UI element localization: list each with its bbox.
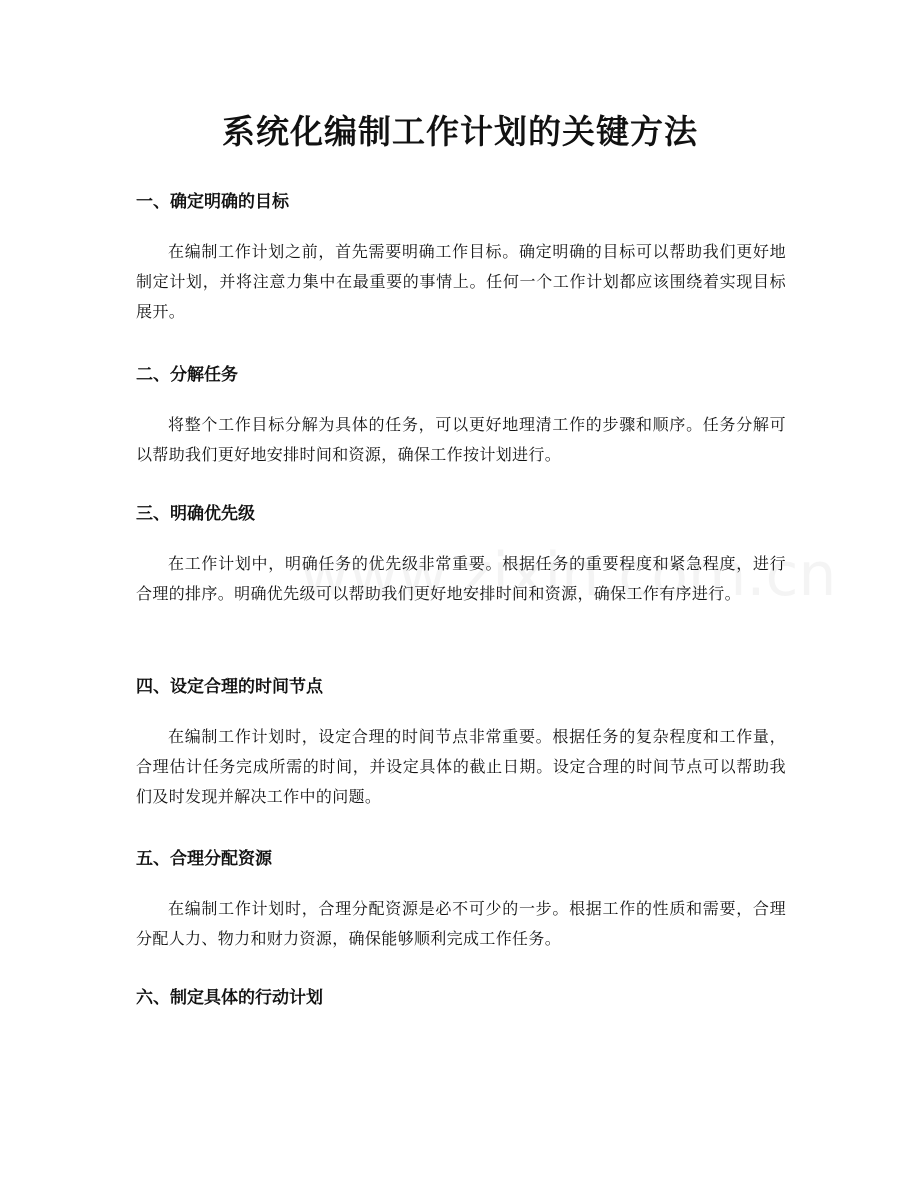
section-heading-4: 四、设定合理的时间节点 — [136, 677, 323, 697]
section-heading-2: 二、分解任务 — [136, 365, 238, 385]
section-paragraph-2: 将整个工作目标分解为具体的任务，可以更好地理清工作的步骤和顺序。任务分解可以帮助我们更好地安排时间和资源，确保工作按计划进行。 — [136, 415, 786, 464]
section-heading-1: 一、确定明确的目标 — [136, 192, 289, 212]
section-heading-5: 五、合理分配资源 — [136, 849, 272, 869]
section-paragraph-5: 在编制工作计划时，合理分配资源是必不可少的一步。根据工作的性质和需要，合理分配人力、物力和财力资源，确保能够顺利完成工作任务。 — [136, 899, 786, 948]
section-paragraph-3: 在工作计划中，明确任务的优先级非常重要。根据任务的重要程度和紧急程度，进行合理的排序。明确优先级可以帮助我们更好地安排时间和资源，确保工作有序进行。 — [136, 554, 786, 603]
section-heading-3: 三、明确优先级 — [136, 504, 255, 524]
section-heading-6: 六、制定具体的行动计划 — [136, 988, 323, 1008]
section-paragraph-1: 在编制工作计划之前，首先需要明确工作目标。确定明确的目标可以帮助我们更好地制定计划，并将注意力集中在最重要的事情上。任何一个工作计划都应该围绕着实现目标展开。 — [136, 242, 786, 321]
page-title: 系统化编制工作计划的关键方法 — [222, 112, 698, 151]
section-paragraph-4: 在编制工作计划时，设定合理的时间节点非常重要。根据任务的复杂程度和工作量，合理估计任务完成所需的时间，并设定具体的截止日期。设定合理的时间节点可以帮助我们及时发现并解决工作中的问题。 — [136, 727, 786, 806]
